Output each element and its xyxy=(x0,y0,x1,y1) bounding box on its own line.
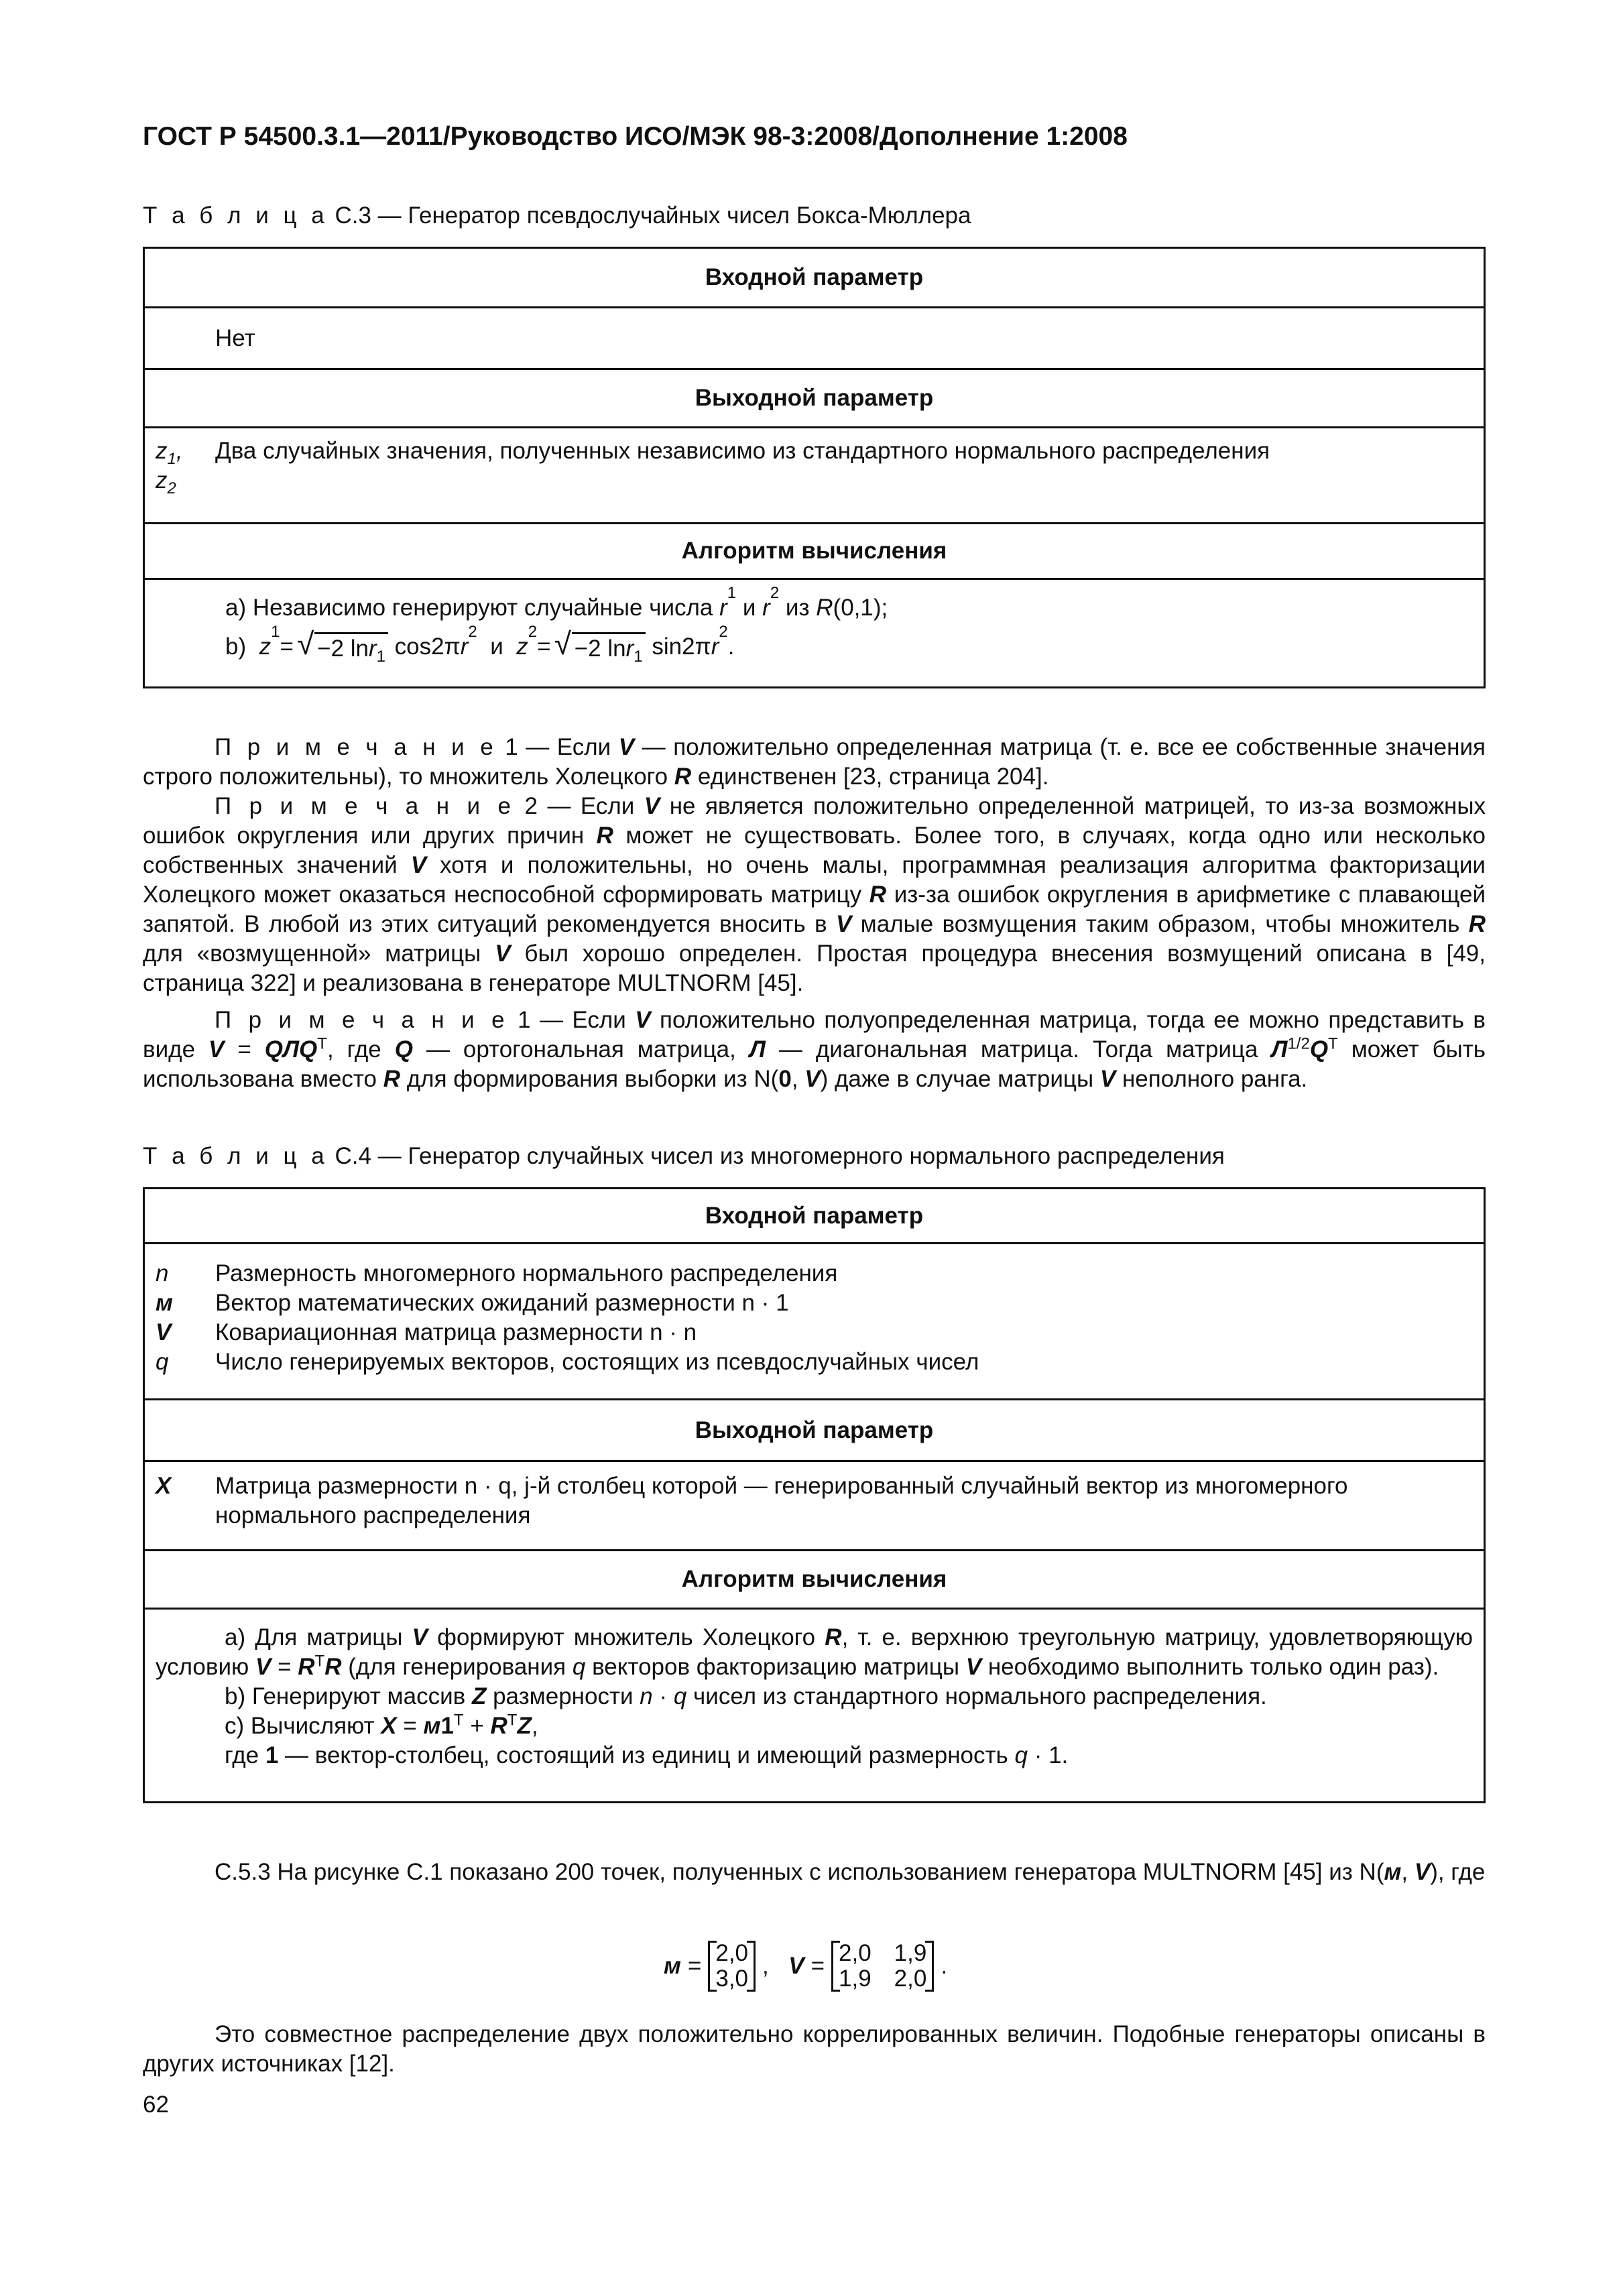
caption-text: С.3 — Генератор псевдослучайных чисел Бокса-Мюллера xyxy=(335,202,971,229)
note-3: П р и м е ч а н и е 1 — Если V положительно полуопределенная матрица, тогда ее можно представить в виде $V = QЛQ^T$, где Q — ортогональная матрица, Л — диагональная матрица. Тогда матрица $Л^{1/2}Q^T$ может быть использована вместо R для формирования выборки из N(0, V) даже в случае матрицы V неполного ранга. xyxy=(143,1007,1486,1092)
matrix-formula: м = 2,0 3,0 , V = 2,0 1,9 1,9 2,0 . xyxy=(664,1940,948,1992)
note-1: П р и м е ч а н и е 1 — Если V — положительно определенная матрица (т. е. все ее собственные значения строго положительны), то множитель Холецкого R единственен [23, страница 204]. xyxy=(143,734,1486,790)
section-c53-closing: Это совместное распределение двух положительно коррелированных величин. Подобные генераторы описаны в других источниках [12]. xyxy=(143,2021,1486,2077)
table-c3-input-text: Нет xyxy=(215,324,255,351)
algo-step-a: a) Независимо генерируют случайные числа r 1 и r 2 из R (0,1); xyxy=(225,584,888,621)
table-c4-algo-body: a) Для матрицы V формируют множитель Холецкого R, т. е. верхнюю треугольную матрицу, удовлетворяющую условию $V = R^TR$ (для генерирования q векторов факторизацию матрицы V необходимо выполнить только один раз). b) Генерируют массив Z размерности n · q чисел из стандартного нормального распределения. c) Вычисляют $X = м1^T + R^TZ$, где 1 — вектор-столбец, состоящий из единиц и имеющий размерность q · 1. xyxy=(144,1609,1485,1803)
table-c4 xyxy=(143,1187,1486,1803)
table-c3-output-header: Выходной параметр xyxy=(144,369,1485,428)
page-number: 62 xyxy=(143,2092,169,2118)
table-c4-caption: Т а б л и ц а С.4 — Генератор случайных чисел из многомерного нормального распределения xyxy=(143,1143,1225,1169)
document-header: ГОСТ Р 54500.3.1—2011/Руководство ИСО/МЭК 98-3:2008/Дополнение 1:2008 xyxy=(143,122,1128,151)
algo-step-b-formula: b) z 1 = √ −2 lnr$_1$ cos2π r 2 и z 2 = √ −2 lnr$_1$ sin2π r 2 . xyxy=(145,632,1484,664)
output-symbols: $z_1$, $z_2$ xyxy=(156,438,183,497)
table-c3-input-header: Входной параметр xyxy=(144,248,1485,308)
table-c3-caption xyxy=(143,201,971,231)
v-matrix: 2,0 1,9 1,9 2,0 xyxy=(831,1941,934,1992)
note-2: П р и м е ч а н и е 2 — Если V не является положительно определенной матрицей, то из-за возможных ошибок округления или других причин R может не существовать. Более того, в случаях, когда одно или несколько собственных значений V хотя и положительны, но очень малы, программная реализация алгоритма факторизации Холецкого может оказаться неспособной сформировать матрицу R из-за ошибок округления в арифметике с плавающей запятой. В любой из этих ситуаций рекомендуется вносить в V малые возмущения таким образом, чтобы множитель R для «возмущенной» матрицы V был хорошо определен. Простая процедура внесения возмущений описана в [49, страница 322] и реализована в генераторе MULTNORM [45]. xyxy=(143,793,1486,996)
table-c4-output-text: Матрица размерности n · q, j-й столбец которой — генерированный случайный вектор из многомерного нормального распределения xyxy=(215,1473,1348,1528)
table-c3-algo-header: Алгоритм вычисления xyxy=(144,524,1485,579)
section-c53-text: С.5.3 На рисунке С.1 показано 200 точек, полученных с использованием генератора MULTNORM [45] из N(м, V), где xyxy=(215,1859,1486,1885)
table-c3-output-text: Два случайных значения, полученных независимо из стандартного нормального распределения xyxy=(215,438,1270,464)
m-vector: 2,0 3,0 xyxy=(708,1941,756,1992)
output-symbol-x: X xyxy=(156,1473,172,1499)
table-c4-inputs: n Размерность многомерного нормального распределения м Вектор математических ожиданий размерности n · 1 V Ковариационная матрица размерности n · n q Число генерируемых векторов, состоящих из псевдослучайных чисел xyxy=(144,1244,1485,1400)
caption-word: Т а б л и ц а xyxy=(143,202,328,229)
table-c4-input-header: Входной параметр xyxy=(144,1189,1485,1244)
table-c4-algo-header: Алгоритм вычисления xyxy=(144,1551,1485,1609)
table-c3 xyxy=(143,247,1486,688)
table-c4-output-header: Выходной параметр xyxy=(144,1400,1485,1461)
